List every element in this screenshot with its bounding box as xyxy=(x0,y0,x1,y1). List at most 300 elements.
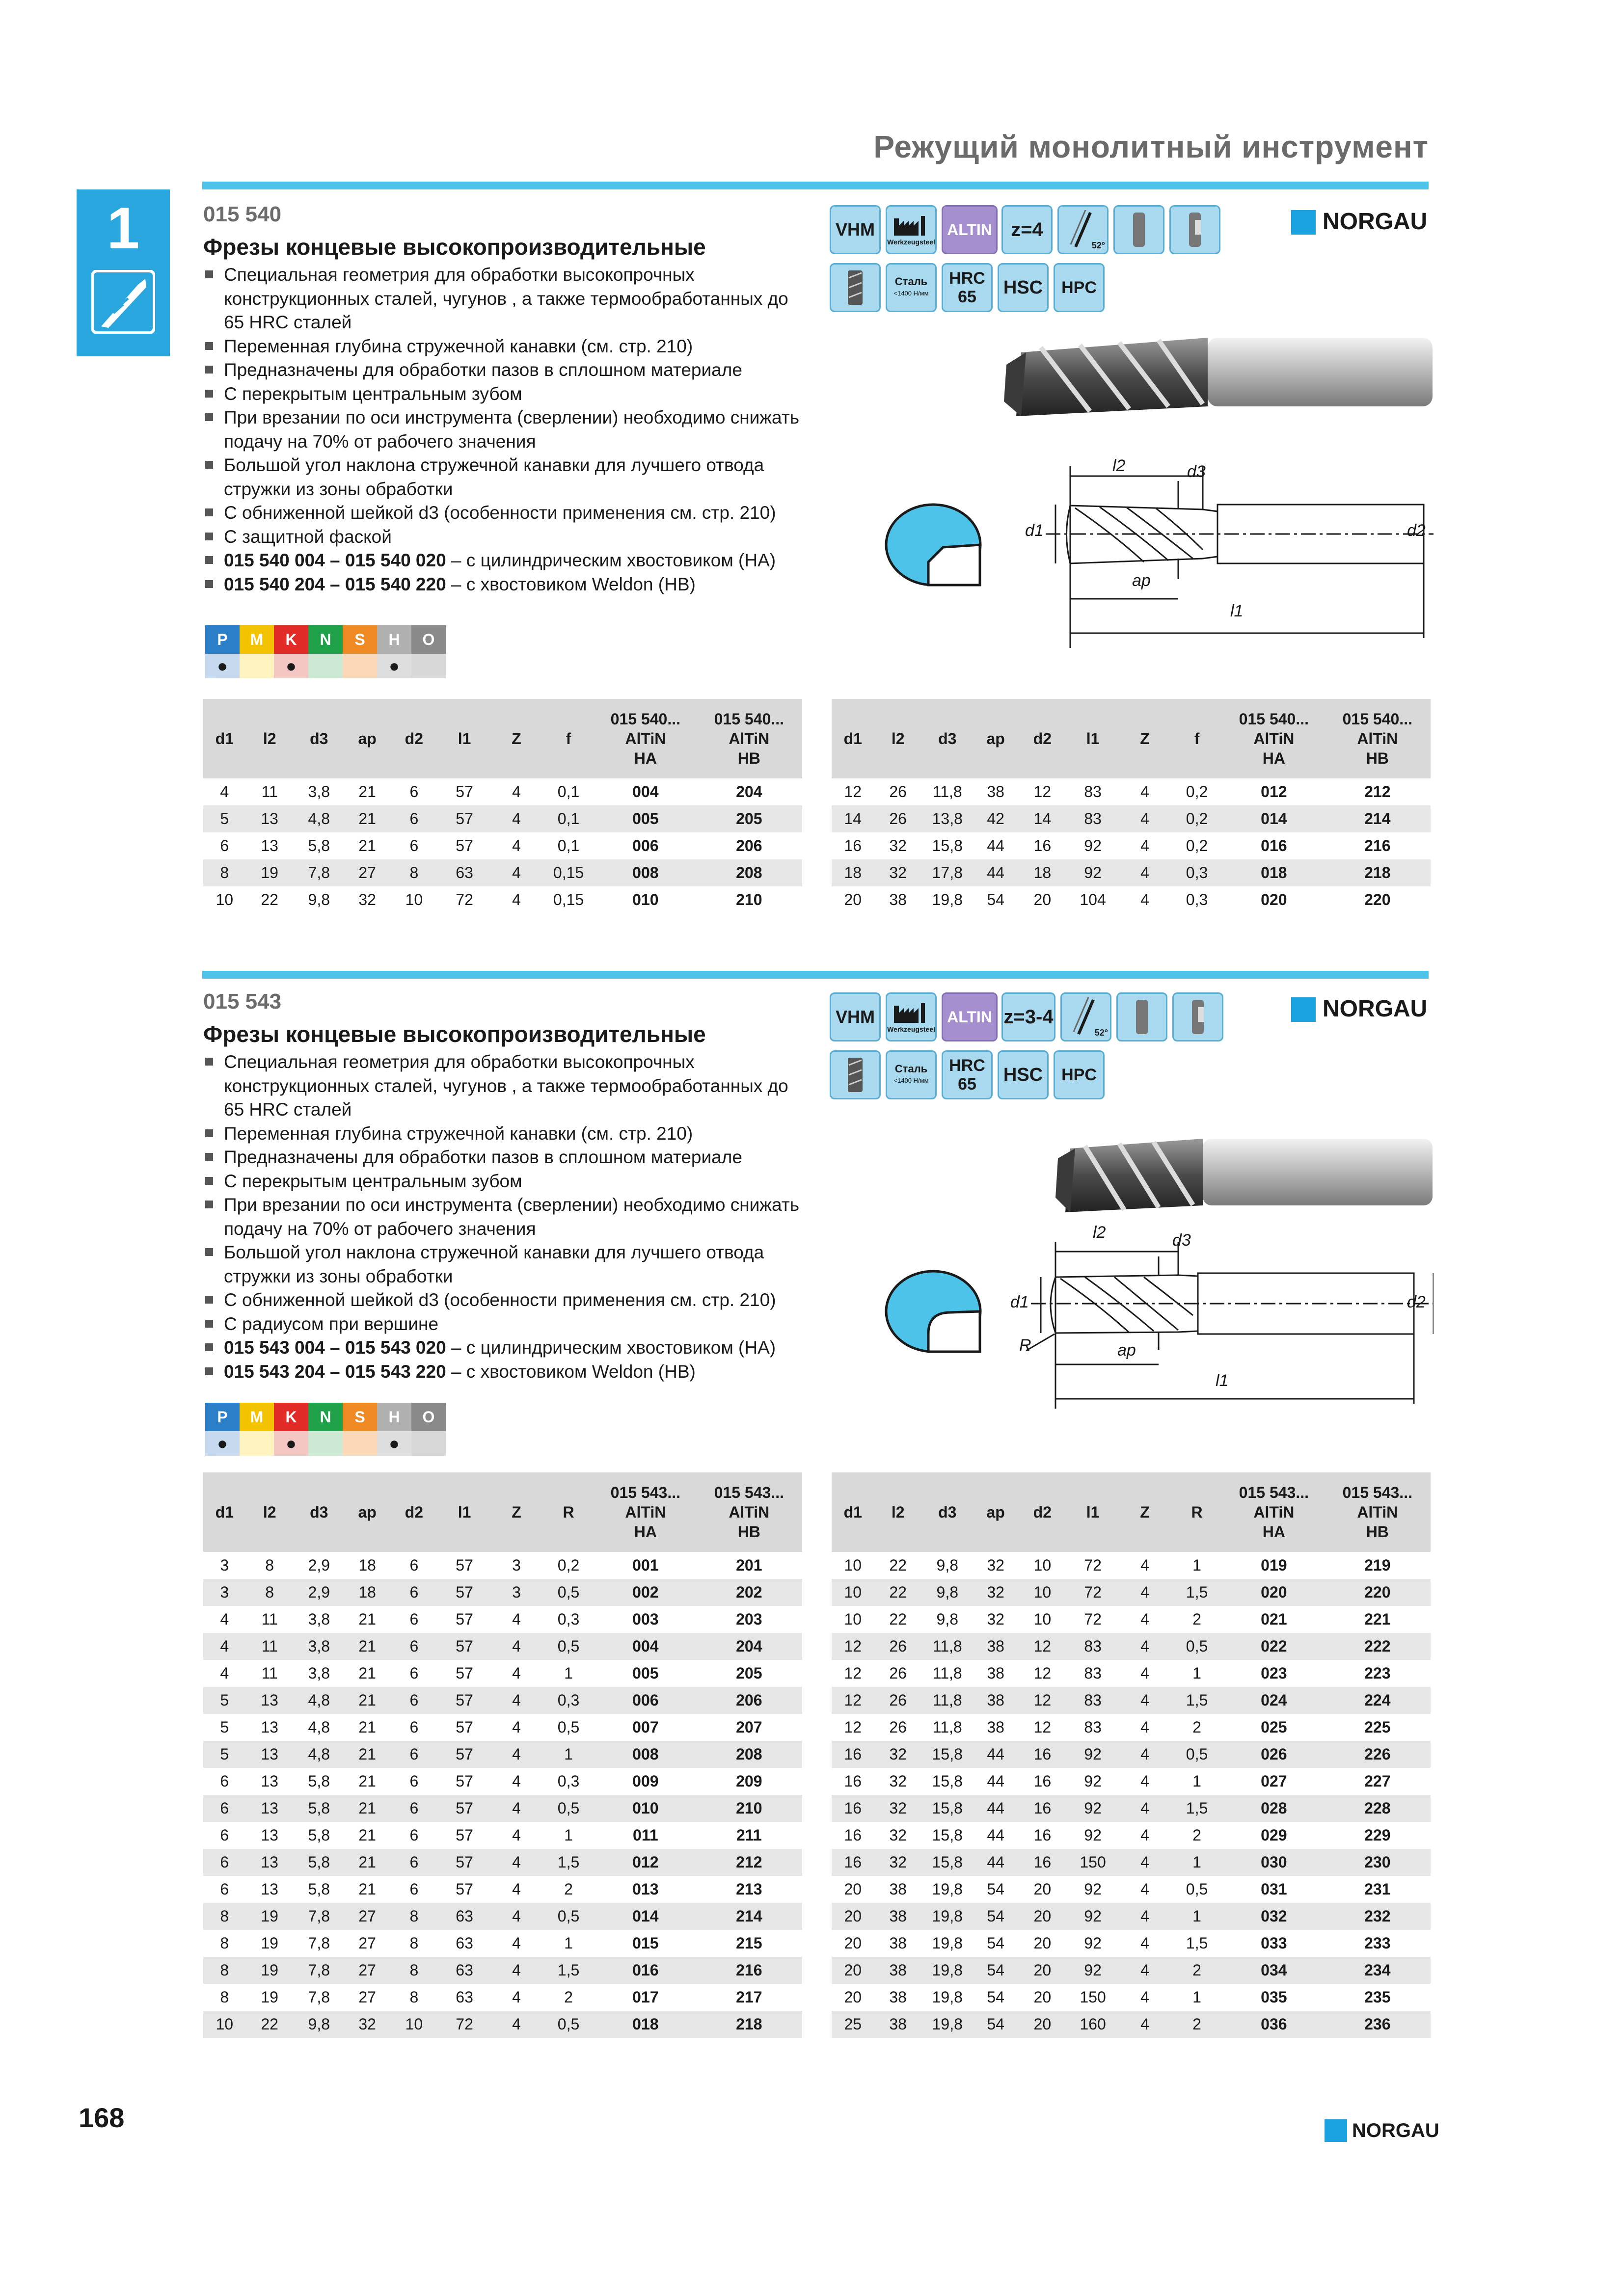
table-cell: 6 xyxy=(220,1826,229,1844)
table-cell: 27 xyxy=(345,1957,390,1984)
table-cell: 104 xyxy=(1080,891,1106,908)
table-cell: 1 xyxy=(1170,1849,1223,1876)
table-cell: 92 xyxy=(1066,1741,1119,1768)
table-cell: 4 xyxy=(1119,1849,1170,1876)
order-code-cell: 211 xyxy=(736,1826,762,1844)
feature-item: При врезании по оси инструмента (сверлении) необходимо снижать подачу на 70% от рабочего значения xyxy=(203,1193,812,1241)
feature-item: С обниженной шейкой d3 (особенности применения см. стр. 210) xyxy=(203,1288,812,1312)
table-cell: 12 xyxy=(844,783,862,801)
order-code-header-line: AlTiN xyxy=(625,730,666,748)
hsc-badge-label: HSC xyxy=(1003,277,1043,298)
order-code-cell: 021 xyxy=(1261,1610,1287,1628)
table-cell: 4 xyxy=(512,1934,521,1952)
table-cell: 21 xyxy=(358,1772,376,1790)
table-cell: 4 xyxy=(1140,1610,1149,1628)
order-code-cell: 004 xyxy=(632,783,659,801)
table-cell: 9,8 xyxy=(294,2011,345,2038)
table-cell: 4 xyxy=(512,1610,521,1628)
table-cell: 57 xyxy=(438,1579,491,1606)
table-cell: 8 xyxy=(390,1957,438,1984)
steel-badge xyxy=(886,1050,937,1099)
iso-suitability-mark xyxy=(308,654,343,678)
dim-l2: l2 xyxy=(1112,456,1126,475)
table-cell: 20 xyxy=(832,1903,874,1930)
table-cell: 12 xyxy=(1019,1633,1066,1660)
order-code-header-line: AlTiN xyxy=(625,1503,666,1521)
dim-l1: l1 xyxy=(1216,1371,1229,1390)
iso-suitability-mark: ● xyxy=(205,1431,240,1456)
order-code-cell: 209 xyxy=(736,1772,762,1790)
table-cell: 32 xyxy=(889,1772,907,1790)
dim-ap: ap xyxy=(1117,1341,1136,1360)
table-cell: 1 xyxy=(564,1826,573,1844)
dimensions-table xyxy=(832,1472,1431,2038)
order-code-cell: 009 xyxy=(632,1772,659,1790)
table-row xyxy=(832,1795,1431,1822)
table-cell: 9,8 xyxy=(308,891,330,908)
shank-hb-badge xyxy=(1169,205,1220,254)
table-cell: 13 xyxy=(246,1741,294,1768)
table-row xyxy=(203,1957,802,1984)
table-cell: 5,8 xyxy=(308,1826,330,1844)
table-cell: 38 xyxy=(987,1664,1004,1682)
table-cell: 1,5 xyxy=(1170,1579,1223,1606)
table-cell: 5,8 xyxy=(308,837,330,854)
order-code-cell: 008 xyxy=(595,859,696,886)
order-code-cell: 027 xyxy=(1261,1772,1287,1790)
table-cell: 92 xyxy=(1066,1903,1119,1930)
material-groups xyxy=(205,1403,446,1456)
table-row xyxy=(203,1930,802,1957)
table-cell: 38 xyxy=(987,783,1004,801)
table-cell: 3,8 xyxy=(308,1664,330,1682)
table-cell: 16 xyxy=(832,1849,874,1876)
table-cell: 27 xyxy=(358,1934,376,1952)
table-cell: 4,8 xyxy=(308,1718,330,1736)
table-cell: 4 xyxy=(1140,1664,1149,1682)
dim-r: R xyxy=(1019,1336,1031,1355)
table-cell: 72 xyxy=(1084,1610,1102,1628)
table-cell: 5,8 xyxy=(308,1880,330,1898)
order-code-header-line: AlTiN xyxy=(729,730,770,748)
order-code-header-line: AlTiN xyxy=(1253,730,1295,748)
altin-badge xyxy=(942,992,998,1041)
order-code-header-line: AlTiN xyxy=(1357,1503,1398,1521)
order-code-cell: 010 xyxy=(632,891,659,908)
table-cell: 10 xyxy=(216,891,234,908)
table-cell: 15,8 xyxy=(922,1741,973,1768)
table-cell: 32 xyxy=(874,1741,922,1768)
iso-group-k: K xyxy=(274,1403,308,1431)
table-cell: 10 xyxy=(844,1610,862,1628)
table-cell: 4 xyxy=(491,1903,542,1930)
table-row xyxy=(832,2011,1431,2038)
footer-brand xyxy=(1325,2119,1439,2142)
table-cell: 92 xyxy=(1066,1957,1119,1984)
vhm-badge-label: VHM xyxy=(836,1007,875,1027)
feature-item: С перекрытым центральным зубом xyxy=(203,1170,812,1194)
order-code-cell: 206 xyxy=(736,837,762,854)
order-code-header-line: 015 540... xyxy=(714,710,784,728)
dim-d3: d3 xyxy=(1172,1231,1191,1250)
order-code-cell: 235 xyxy=(1364,1988,1391,2006)
table-cell: 57 xyxy=(456,1880,473,1898)
order-code-cell: 205 xyxy=(736,1664,762,1682)
variant-range: 015 543 004 – 015 543 020 xyxy=(224,1337,446,1358)
table-cell: 0,5 xyxy=(542,1903,595,1930)
table-cell: 3,8 xyxy=(308,1610,330,1628)
table-row xyxy=(203,1579,802,1606)
table-cell: 4 xyxy=(1119,859,1170,886)
table-cell: 38 xyxy=(889,891,907,908)
table-cell: 0,5 xyxy=(1186,1880,1208,1898)
order-code-cell: 233 xyxy=(1364,1934,1391,1952)
column-header: d1 xyxy=(203,1472,246,1552)
table-cell: 10 xyxy=(390,2011,438,2038)
table-cell: 8 xyxy=(220,1988,229,2006)
table-cell: 19,8 xyxy=(922,2011,973,2038)
weldon-shank-icon xyxy=(1188,997,1208,1037)
table-cell: 0,3 xyxy=(557,1610,580,1628)
table-row xyxy=(832,832,1431,859)
order-code-cell: 208 xyxy=(696,859,802,886)
iso-group-o: O xyxy=(411,625,446,654)
table-cell: 92 xyxy=(1084,1934,1102,1952)
table-cell: 2 xyxy=(1170,2011,1223,2038)
dim-l1: l1 xyxy=(1230,602,1244,620)
table-cell: 5 xyxy=(203,1741,246,1768)
table-cell: 57 xyxy=(456,1718,473,1736)
table-cell: 4 xyxy=(1119,1795,1170,1822)
feature-item: Переменная глубина стружечной канавки (см. стр. 210) xyxy=(203,335,812,359)
table-cell: 6 xyxy=(203,1795,246,1822)
table-cell: 21 xyxy=(358,1610,376,1628)
flutes-badge-label: z=4 xyxy=(1011,218,1043,240)
table-cell: 10 xyxy=(405,891,423,908)
table-header-row xyxy=(832,699,1431,778)
table-cell: 4 xyxy=(512,837,521,854)
table-cell: 16 xyxy=(832,1741,874,1768)
table-header-row xyxy=(832,1472,1431,1552)
shank-hb-badge xyxy=(1172,992,1223,1041)
table-cell: 12 xyxy=(1033,1718,1052,1736)
table-cell: 20 xyxy=(844,891,862,908)
table-cell: 63 xyxy=(456,1934,473,1952)
table-cell: 21 xyxy=(345,1849,390,1876)
table-cell: 83 xyxy=(1066,1687,1119,1714)
order-code-cell: 202 xyxy=(696,1579,802,1606)
vhm-badge xyxy=(830,992,881,1041)
table-cell: 16 xyxy=(832,1795,874,1822)
table-row xyxy=(203,1768,802,1795)
cutter-icon xyxy=(843,268,867,307)
table-cell: 13 xyxy=(246,1795,294,1822)
dim-ap: ap xyxy=(1132,571,1151,590)
altin-badge-label: ALTIN xyxy=(947,1008,992,1026)
table-cell: 16 xyxy=(1033,837,1052,854)
table-cell: 16 xyxy=(844,837,862,854)
table-cell: 3,8 xyxy=(308,783,330,801)
table-cell: 22 xyxy=(889,1556,907,1574)
order-code-header-line: HA xyxy=(634,1523,657,1541)
dim-d1: d1 xyxy=(1025,521,1044,540)
iso-group-m: M xyxy=(240,625,274,654)
order-code-cell: 014 xyxy=(1223,805,1324,832)
table-cell: 5 xyxy=(220,1718,229,1736)
order-code-cell: 213 xyxy=(736,1880,762,1898)
table-cell: 57 xyxy=(456,1772,473,1790)
table-cell: 3 xyxy=(203,1579,246,1606)
table-cell: 6 xyxy=(409,1556,419,1574)
table-cell: 8 xyxy=(203,1903,246,1930)
table-cell: 38 xyxy=(874,1957,922,1984)
table-cell: 4 xyxy=(512,891,521,908)
table-cell: 32 xyxy=(358,891,376,908)
table-cell: 83 xyxy=(1084,783,1102,801)
table-cell: 38 xyxy=(973,1633,1019,1660)
table-cell: 4,8 xyxy=(294,1741,345,1768)
table-cell: 19,8 xyxy=(932,1934,963,1952)
table-row xyxy=(832,805,1431,832)
table-row xyxy=(832,1876,1431,1903)
table-row xyxy=(832,1741,1431,1768)
order-code-cell: 236 xyxy=(1325,2011,1431,2038)
order-code-header xyxy=(696,1472,802,1552)
steel-sub-label: <1400 H/мм xyxy=(893,290,929,297)
table-cell: 21 xyxy=(358,1826,376,1844)
table-cell: 11,8 xyxy=(922,1633,973,1660)
table-cell: 4 xyxy=(512,1772,521,1790)
table-cell: 160 xyxy=(1066,2011,1119,2038)
variant-desc: – с цилиндрическим хвостовиком (HA) xyxy=(446,550,776,570)
order-code-cell: 007 xyxy=(632,1718,659,1736)
table-cell: 18 xyxy=(358,1556,376,1574)
variant-desc: – с хвостовиком Weldon (HB) xyxy=(446,1361,696,1382)
table-cell: 19 xyxy=(246,1957,294,1984)
iso-suitability-mark: ● xyxy=(205,654,240,678)
table-cell: 19,8 xyxy=(932,1880,963,1898)
helix-angle-badge xyxy=(1057,205,1109,254)
table-row xyxy=(203,1660,802,1687)
table-cell: 5,8 xyxy=(294,1795,345,1822)
table-cell: 6 xyxy=(390,1633,438,1660)
column-header: d2 xyxy=(390,699,438,778)
dim-d3: d3 xyxy=(1187,462,1206,481)
column-header: f xyxy=(1170,699,1223,778)
order-code-cell: 223 xyxy=(1364,1664,1391,1682)
iso-suitability-mark xyxy=(308,1431,343,1456)
table-cell: 0,1 xyxy=(542,805,595,832)
order-code-cell: 226 xyxy=(1325,1741,1431,1768)
table-cell: 92 xyxy=(1084,837,1102,854)
order-code-header-line: 015 543... xyxy=(610,1484,681,1501)
order-code-header xyxy=(1325,1472,1431,1552)
table-cell: 57 xyxy=(456,1664,473,1682)
order-code-cell: 212 xyxy=(1364,783,1391,801)
table-cell: 4 xyxy=(220,1664,229,1682)
feature-list xyxy=(203,1050,812,1384)
cutter-icon xyxy=(843,1055,867,1095)
table-cell: 15,8 xyxy=(932,837,963,854)
chamfer-profile-icon xyxy=(882,501,985,589)
table-cell: 12 xyxy=(1019,1687,1066,1714)
table-cell: 11,8 xyxy=(922,1687,973,1714)
iso-group-o: O xyxy=(411,1403,446,1431)
table-row xyxy=(832,1660,1431,1687)
table-cell: 72 xyxy=(456,891,473,908)
table-row xyxy=(203,832,802,859)
product-title: Фрезы концевые высокопроизводительные xyxy=(203,234,706,260)
table-cell: 10 xyxy=(1033,1610,1052,1628)
variant-item xyxy=(203,549,812,573)
table-cell: 15,8 xyxy=(932,1826,963,1844)
angle-label: 52° xyxy=(1091,240,1105,250)
variant-desc: – с цилиндрическим хвостовиком (HA) xyxy=(446,1337,776,1358)
order-code-header xyxy=(1325,699,1431,778)
order-code-cell: 220 xyxy=(1364,891,1391,908)
table-cell: 16 xyxy=(1019,1795,1066,1822)
order-code-header xyxy=(595,699,696,778)
feature-item: Специальная геометрия для обработки высокопрочных конструкционных сталей, чугунов , а также термообработанных до 65 HRC сталей xyxy=(203,263,812,335)
werkzeug-badge xyxy=(886,205,937,254)
table-cell: 8 xyxy=(203,1957,246,1984)
order-code-cell: 234 xyxy=(1325,1957,1431,1984)
table-cell: 13 xyxy=(261,1826,278,1844)
variant-range: 015 540 204 – 015 540 220 xyxy=(224,574,446,594)
table-cell: 20 xyxy=(1033,1988,1052,2006)
table-cell: 27 xyxy=(345,1903,390,1930)
table-cell: 38 xyxy=(889,1934,907,1952)
table-cell: 0,3 xyxy=(542,1687,595,1714)
table-cell: 12 xyxy=(832,1633,874,1660)
table-cell: 1,5 xyxy=(542,1849,595,1876)
order-code-cell: 207 xyxy=(736,1718,762,1736)
table-cell: 3 xyxy=(512,1556,521,1574)
table-cell: 38 xyxy=(874,2011,922,2038)
table-cell: 19,8 xyxy=(922,1903,973,1930)
table-cell: 54 xyxy=(987,1880,1004,1898)
table-cell: 8 xyxy=(246,1579,294,1606)
table-cell: 4 xyxy=(491,1687,542,1714)
table-cell: 32 xyxy=(874,1849,922,1876)
column-header: Z xyxy=(491,699,542,778)
table-cell: 19,8 xyxy=(932,891,963,908)
table-cell: 92 xyxy=(1084,1826,1102,1844)
table-cell: 6 xyxy=(409,1880,419,1898)
table-cell: 16 xyxy=(844,1772,862,1790)
table-cell: 4 xyxy=(1140,1772,1149,1790)
hpc-badge xyxy=(1054,1050,1105,1099)
table-cell: 16 xyxy=(1033,1826,1052,1844)
table-cell: 4 xyxy=(1140,1556,1149,1574)
order-code-cell: 018 xyxy=(1223,859,1324,886)
column-header: l2 xyxy=(874,1472,922,1552)
table-cell: 22 xyxy=(261,891,278,908)
vhm-badge xyxy=(830,205,881,254)
iso-group-h: H xyxy=(377,625,411,654)
iso-suitability-mark xyxy=(343,654,377,678)
werkzeug-badge xyxy=(886,992,937,1041)
table-cell: 26 xyxy=(889,1718,907,1736)
order-code-cell: 221 xyxy=(1364,1610,1391,1628)
order-code-cell: 022 xyxy=(1223,1633,1324,1660)
table-cell: 19,8 xyxy=(922,1957,973,1984)
table-cell: 0,5 xyxy=(542,1795,595,1822)
order-code-cell: 217 xyxy=(736,1988,762,2006)
table-cell: 21 xyxy=(358,1718,376,1736)
table-cell: 11 xyxy=(261,783,278,801)
column-header: l1 xyxy=(438,1472,491,1552)
table-row xyxy=(832,1606,1431,1633)
table-cell: 32 xyxy=(973,1579,1019,1606)
order-code-cell: 019 xyxy=(1261,1556,1287,1574)
altin-badge xyxy=(942,205,998,254)
flutes-badge-label: z=3-4 xyxy=(1003,1006,1054,1028)
table-cell: 15,8 xyxy=(932,1772,963,1790)
dimensions-table xyxy=(832,699,1431,913)
dim-d2: d2 xyxy=(1407,1293,1426,1311)
table-cell: 72 xyxy=(1084,1556,1102,1574)
order-code-cell: 030 xyxy=(1223,1849,1324,1876)
iso-group-p: P xyxy=(205,1403,240,1431)
order-code-header-line: AlTiN xyxy=(1253,1503,1295,1521)
iso-group-s: S xyxy=(343,625,377,654)
table-cell: 8 xyxy=(409,1988,419,2006)
order-code-header-line: 015 540... xyxy=(1342,710,1412,728)
order-code-header-line: HA xyxy=(634,749,657,767)
table-row xyxy=(832,1903,1431,1930)
table-cell: 9,8 xyxy=(922,1579,973,1606)
table-cell: 3,8 xyxy=(294,1633,345,1660)
table-cell: 6 xyxy=(409,783,419,801)
order-code-cell: 201 xyxy=(736,1556,762,1574)
order-code-cell: 210 xyxy=(736,891,762,908)
weldon-shank-icon xyxy=(1185,210,1205,249)
table-cell: 18 xyxy=(832,859,874,886)
table-cell: 0,15 xyxy=(542,859,595,886)
table-cell: 12 xyxy=(1033,783,1052,801)
table-row xyxy=(832,1768,1431,1795)
table-cell: 13 xyxy=(261,1880,278,1898)
table-cell: 42 xyxy=(973,805,1019,832)
hrc-badge xyxy=(942,263,993,312)
order-code-cell: 230 xyxy=(1325,1849,1431,1876)
order-code-header-line: 015 540... xyxy=(610,710,681,728)
table-cell: 63 xyxy=(456,1988,473,2006)
table-cell: 0,5 xyxy=(542,1633,595,1660)
table-cell: 1 xyxy=(542,1741,595,1768)
table-cell: 4 xyxy=(512,1988,521,2006)
table-cell: 83 xyxy=(1066,1633,1119,1660)
table-cell: 22 xyxy=(889,1610,907,1628)
table-cell: 13 xyxy=(246,1849,294,1876)
hrc-badge xyxy=(942,1050,993,1099)
hpc-badge xyxy=(1054,263,1105,312)
column-header: Z xyxy=(1119,1472,1170,1552)
feature-item: Большой угол наклона стружечной канавки для лучшего отвода стружки из зоны обработки xyxy=(203,454,812,501)
order-code-cell: 220 xyxy=(1325,1579,1431,1606)
table-cell: 57 xyxy=(456,837,473,854)
table-cell: 0,5 xyxy=(1170,1741,1223,1768)
order-code-header-line: HB xyxy=(1366,1523,1389,1541)
table-cell: 1,5 xyxy=(1170,1795,1223,1822)
order-code-cell: 214 xyxy=(696,1903,802,1930)
table-cell: 6 xyxy=(390,1795,438,1822)
table-cell: 27 xyxy=(358,1988,376,2006)
table-cell: 1 xyxy=(564,1934,573,1952)
table-cell: 20 xyxy=(1033,891,1052,908)
table-cell: 4 xyxy=(491,1849,542,1876)
